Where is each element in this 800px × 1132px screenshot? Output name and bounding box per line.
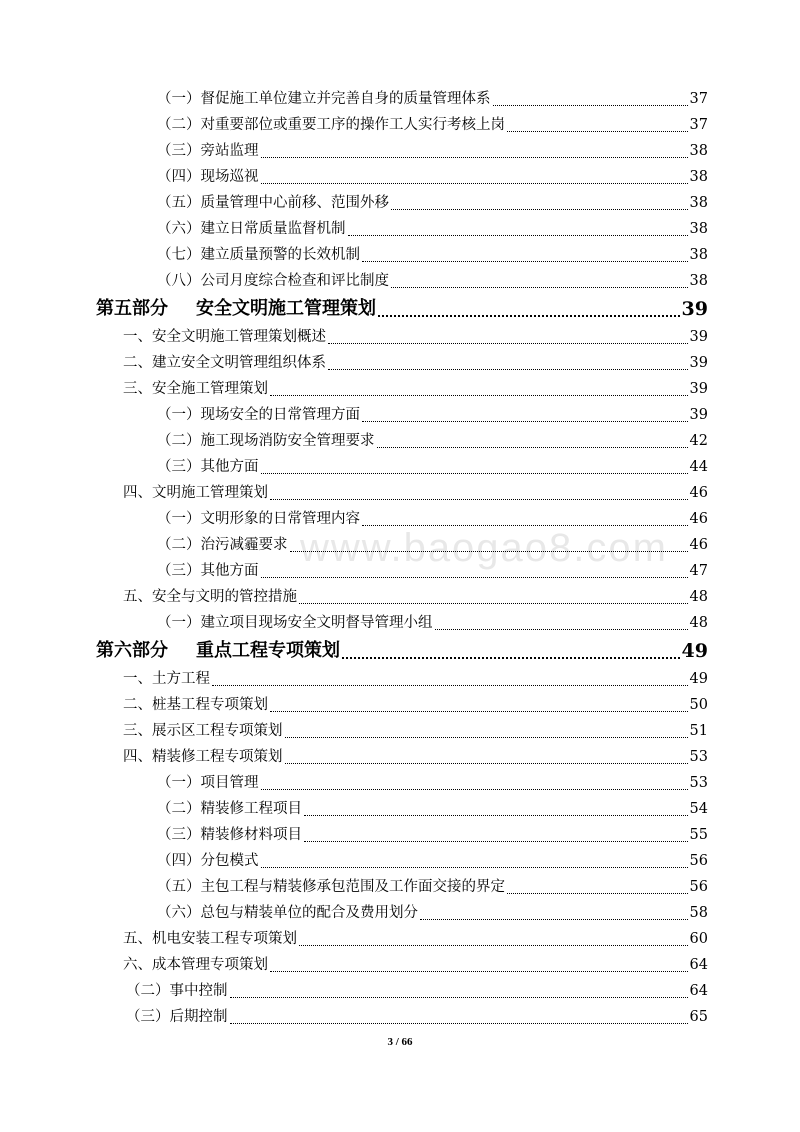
toc-entry-title: （三）精装修材料项目 xyxy=(157,827,302,843)
toc-entry[interactable] xyxy=(96,1004,708,1030)
dot-leader xyxy=(391,287,688,288)
toc-entry[interactable] xyxy=(96,926,708,952)
dot-leader xyxy=(420,919,688,920)
dot-leader xyxy=(507,893,688,894)
toc-page-number: 37 xyxy=(689,91,708,107)
toc-entry-title: 六、成本管理专项策划 xyxy=(123,957,268,973)
toc-page-number: 39 xyxy=(689,355,708,371)
dot-leader xyxy=(261,473,688,474)
toc-entry-title: （二）施工现场消防安全管理要求 xyxy=(157,433,375,449)
toc-entry-title: （一）文明形象的日常管理内容 xyxy=(157,511,360,527)
toc-page-number: 46 xyxy=(689,511,708,527)
toc-page-number: 54 xyxy=(689,801,708,817)
toc-page-number: 38 xyxy=(689,195,708,211)
toc-entry-title: （五）主包工程与精装修承包范围及工作面交接的界定 xyxy=(157,879,505,895)
dot-leader xyxy=(270,711,688,712)
toc-page-number: 49 xyxy=(689,671,708,687)
dot-leader xyxy=(304,815,688,816)
toc-page-number: 53 xyxy=(689,749,708,765)
dot-leader xyxy=(270,395,688,396)
toc-page-number: 50 xyxy=(689,697,708,713)
toc-entry-title: （八）公司月度综合检查和评比制度 xyxy=(157,273,389,289)
toc-entry-title: （一）项目管理 xyxy=(157,775,259,791)
toc-part-label: 第五部分 xyxy=(96,298,168,319)
dot-leader xyxy=(270,971,688,972)
toc-entry[interactable] xyxy=(96,190,708,216)
toc-page-number: 39 xyxy=(681,298,708,320)
toc-entry[interactable] xyxy=(96,558,708,584)
toc-page-number: 48 xyxy=(689,589,708,605)
toc-entry[interactable] xyxy=(96,376,708,402)
toc-entry-title: （四）现场巡视 xyxy=(157,169,259,185)
toc-page-number: 55 xyxy=(689,827,708,843)
toc-part-entry[interactable] xyxy=(96,636,708,666)
toc-entry-title: （七）建立质量预警的长效机制 xyxy=(157,247,360,263)
toc-entry[interactable] xyxy=(96,952,708,978)
dot-leader xyxy=(270,499,688,500)
toc-entry[interactable] xyxy=(96,86,708,112)
toc-entry[interactable] xyxy=(96,324,708,350)
toc-entry-title: （二）事中控制 xyxy=(126,983,228,999)
toc-entry-title: （六）建立日常质量监督机制 xyxy=(157,221,346,237)
toc-page-number: 38 xyxy=(689,273,708,289)
dot-leader xyxy=(378,315,680,317)
toc-entry[interactable] xyxy=(96,692,708,718)
toc-entry[interactable] xyxy=(96,216,708,242)
toc-page-number: 38 xyxy=(689,221,708,237)
toc-page-number: 48 xyxy=(689,615,708,631)
toc-entry[interactable] xyxy=(96,666,708,692)
dot-leader xyxy=(435,629,688,630)
toc-entry[interactable] xyxy=(96,796,708,822)
dot-leader xyxy=(230,1023,688,1024)
toc-part-title: 安全文明施工管理策划 xyxy=(196,298,376,319)
toc-entry[interactable] xyxy=(96,480,708,506)
dot-leader xyxy=(212,685,688,686)
toc-page-number: 47 xyxy=(689,563,708,579)
toc-entry[interactable] xyxy=(96,978,708,1004)
toc-entry-title: （四）分包模式 xyxy=(157,853,259,869)
toc-page-number: 51 xyxy=(689,723,708,739)
toc-part-label: 第六部分 xyxy=(96,640,168,661)
toc-page-number: 46 xyxy=(689,537,708,553)
toc-entry-title xyxy=(96,294,376,324)
dot-leader xyxy=(290,551,688,552)
toc-part-title: 重点工程专项策划 xyxy=(196,640,340,661)
dot-leader xyxy=(299,603,688,604)
dot-leader xyxy=(261,867,688,868)
dot-leader xyxy=(261,577,688,578)
dot-leader xyxy=(507,131,688,132)
watermark: www.baogao8.com xyxy=(300,526,668,570)
toc-page-number: 64 xyxy=(689,957,708,973)
toc-entry-title: （二）精装修工程项目 xyxy=(157,801,302,817)
toc-entry[interactable] xyxy=(96,848,708,874)
dot-leader xyxy=(493,105,688,106)
toc-entry[interactable] xyxy=(96,268,708,294)
toc-entry-title: （五）质量管理中心前移、范围外移 xyxy=(157,195,389,211)
dot-leader xyxy=(285,737,688,738)
toc-page-number: 39 xyxy=(689,381,708,397)
toc-entry-title: 二、桩基工程专项策划 xyxy=(123,697,268,713)
dot-leader xyxy=(342,657,680,659)
toc-entry-title: （三）其他方面 xyxy=(157,459,259,475)
toc-entry-title: 三、展示区工程专项策划 xyxy=(123,723,283,739)
toc-entry[interactable] xyxy=(96,138,708,164)
toc-page-number: 44 xyxy=(689,459,708,475)
toc-page-number: 56 xyxy=(689,879,708,895)
toc-page-number: 58 xyxy=(689,905,708,921)
toc-entry-title: 五、安全与文明的管控措施 xyxy=(123,589,297,605)
toc-entry[interactable] xyxy=(96,428,708,454)
toc-entry[interactable] xyxy=(96,506,708,532)
dot-leader xyxy=(261,789,688,790)
toc-entry-title: 一、安全文明施工管理策划概述 xyxy=(123,329,326,345)
dot-leader xyxy=(261,183,688,184)
toc-entry-title: （二）对重要部位或重要工序的操作工人实行考核上岗 xyxy=(157,117,505,133)
toc-page-number: 60 xyxy=(689,931,708,947)
page-footer: 3 / 66 xyxy=(387,1036,413,1048)
toc-page-number: 39 xyxy=(689,329,708,345)
dot-leader xyxy=(348,235,688,236)
toc-part-entry[interactable] xyxy=(96,294,708,324)
toc-entry[interactable] xyxy=(96,164,708,190)
table-of-contents xyxy=(96,86,708,1030)
toc-entry-title: 五、机电安装工程专项策划 xyxy=(123,931,297,947)
dot-leader xyxy=(261,157,688,158)
dot-leader xyxy=(304,841,688,842)
dot-leader xyxy=(391,209,688,210)
toc-entry-title: 三、安全施工管理策划 xyxy=(123,381,268,397)
toc-entry[interactable] xyxy=(96,532,708,558)
toc-page-number: 38 xyxy=(689,169,708,185)
toc-entry[interactable] xyxy=(96,874,708,900)
toc-page-number: 39 xyxy=(689,407,708,423)
toc-entry[interactable] xyxy=(96,610,708,636)
dot-leader xyxy=(362,261,688,262)
toc-entry-title: （一）现场安全的日常管理方面 xyxy=(157,407,360,423)
toc-page-number: 38 xyxy=(689,143,708,159)
toc-page-number: 56 xyxy=(689,853,708,869)
toc-page-number: 46 xyxy=(689,485,708,501)
toc-entry[interactable] xyxy=(96,718,708,744)
toc-entry[interactable] xyxy=(96,402,708,428)
toc-entry-title: 二、建立安全文明管理组织体系 xyxy=(123,355,326,371)
toc-entry[interactable] xyxy=(96,454,708,480)
toc-entry-title: 四、精装修工程专项策划 xyxy=(123,749,283,765)
toc-entry[interactable] xyxy=(96,242,708,268)
toc-entry-title: （三）旁站监理 xyxy=(157,143,259,159)
toc-entry-title: （一）督促施工单位建立并完善自身的质量管理体系 xyxy=(157,91,491,107)
toc-entry[interactable] xyxy=(96,112,708,138)
dot-leader xyxy=(285,763,688,764)
toc-entry[interactable] xyxy=(96,350,708,376)
dot-leader xyxy=(230,997,688,998)
toc-entry[interactable] xyxy=(96,770,708,796)
toc-entry[interactable] xyxy=(96,822,708,848)
toc-entry-title: 一、土方工程 xyxy=(123,671,210,687)
toc-page-number: 53 xyxy=(689,775,708,791)
toc-entry[interactable] xyxy=(96,584,708,610)
dot-leader xyxy=(328,343,688,344)
dot-leader xyxy=(299,945,688,946)
dot-leader xyxy=(328,369,688,370)
dot-leader xyxy=(362,421,688,422)
toc-entry-title xyxy=(96,636,340,666)
toc-page-number: 49 xyxy=(681,640,708,662)
toc-page-number: 64 xyxy=(689,983,708,999)
toc-page-number: 42 xyxy=(689,433,708,449)
toc-entry-title: （二）治污减霾要求 xyxy=(157,537,288,553)
toc-entry[interactable] xyxy=(96,744,708,770)
toc-entry[interactable] xyxy=(96,900,708,926)
toc-page-number: 65 xyxy=(689,1009,708,1025)
dot-leader xyxy=(377,447,688,448)
toc-entry-title: （六）总包与精装单位的配合及费用划分 xyxy=(157,905,418,921)
toc-page-number: 38 xyxy=(689,247,708,263)
toc-entry-title: （三）后期控制 xyxy=(126,1009,228,1025)
toc-entry-title: （一）建立项目现场安全文明督导管理小组 xyxy=(157,615,433,631)
toc-page-number: 37 xyxy=(689,117,708,133)
toc-entry-title: （三）其他方面 xyxy=(157,563,259,579)
toc-entry-title: 四、文明施工管理策划 xyxy=(123,485,268,501)
dot-leader xyxy=(362,525,688,526)
